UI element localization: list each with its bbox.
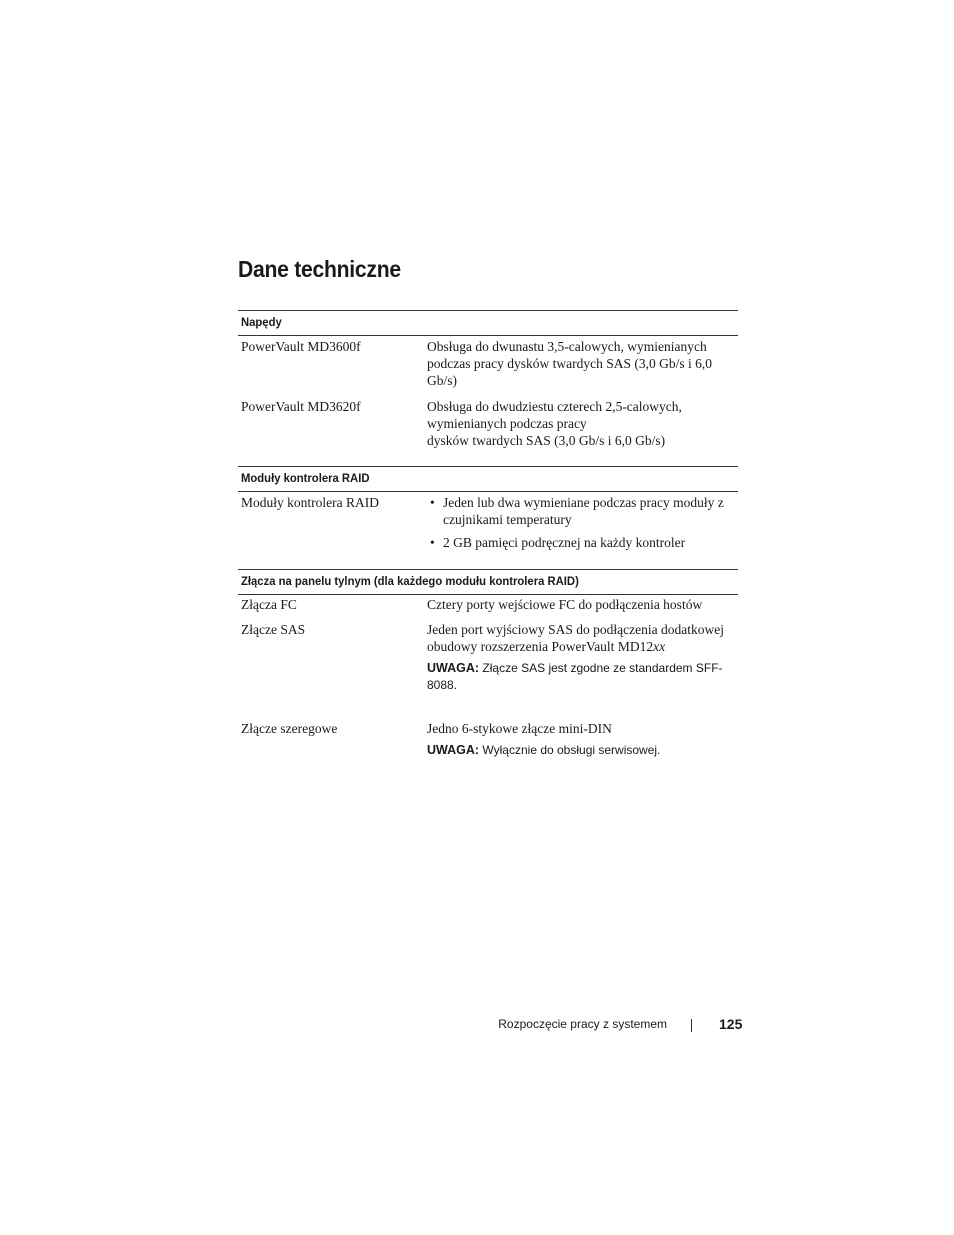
specs-table [238,310,738,759]
table-row [238,596,738,621]
bullet-list [427,494,735,551]
list-item: • 2 GB pamięci podręcznej na każdy kontroler [430,535,686,550]
page-footer [0,1015,954,1035]
note-label: UWAGA: [427,661,480,675]
row-value: Obsługa do dwunastu 3,5-calowych, wymienianych podczas pracy dysków twardych SAS (3,0 Gb/s i 6,0 Gb/s) [427,339,712,388]
row-label: Złącze szeregowe [241,721,338,736]
table-row [238,338,738,398]
row-label: PowerVault MD3620f [241,399,361,414]
footer-divider [691,1019,692,1032]
row-value: Cztery porty wejściowe FC do podłączenia hostów [427,597,703,612]
page-number: 125 [719,1016,743,1032]
row-label: Moduły kontrolera RAID [241,495,379,510]
table-row [238,621,738,720]
row-label: Złącze SAS [241,622,306,637]
section-raid-modules [238,466,738,569]
row-value: Obsługa do dwudziestu czterech 2,5-calowych, wymienianych podczas pracy dysków twardych SAS (3,0 Gb/s i 6,0 Gb/s) [427,399,682,448]
row-value [427,494,735,557]
section-heading: Napędy [238,310,738,336]
row-value: Jeden port wyjściowy SAS do podłączenia dodatkowej obudowy rozszerzenia PowerVault MD12xx UWAGA: Złącze SAS jest zgodne ze standardem SFF-8088. [427,621,735,720]
note: UWAGA: Złącze SAS jest zgodne ze standardem SFF-8088. [427,661,723,692]
list-item: • Jeden lub dwa wymieniane podczas pracy moduły z czujnikami temperatury [430,495,724,527]
table-row [238,398,738,449]
note: UWAGA: Wyłącznie do obsługi serwisowej. [427,743,661,757]
section-rear-connectors [238,569,738,759]
note-label: UWAGA: [427,743,480,757]
section-heading: Moduły kontrolera RAID [238,466,738,492]
table-row [238,494,738,557]
row-label: PowerVault MD3600f [241,339,361,354]
row-value: Jedno 6-stykowe złącze mini-DIN UWAGA: Wyłącznie do obsługi serwisowej. [427,720,735,759]
section-heading: Złącza na panelu tylnym (dla każdego modułu kontrolera RAID) [238,569,738,595]
page-title: Dane techniczne [238,256,401,282]
footer-text: Rozpoczęcie pracy z systemem [498,1017,667,1031]
table-row [238,720,738,759]
section-drives [238,310,738,466]
row-label: Złącza FC [241,597,297,612]
